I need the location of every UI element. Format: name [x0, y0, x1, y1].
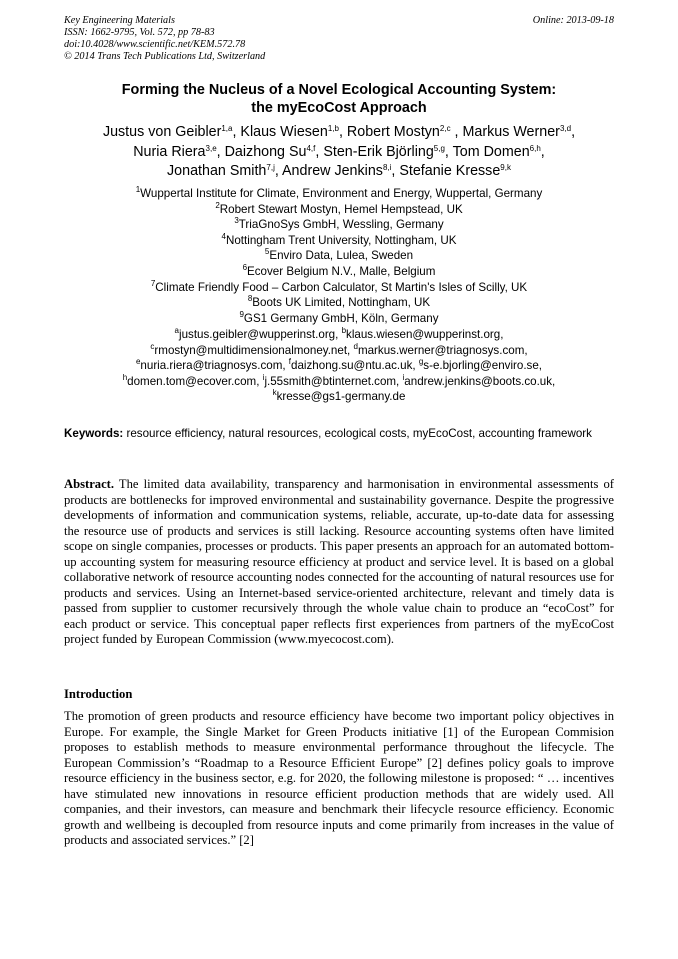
introduction-heading: Introduction: [64, 687, 133, 701]
affiliation-list: [30, 186, 648, 326]
affiliation-text: Boots UK Limited, Nottingham, UK: [252, 296, 431, 310]
author-name: Andrew Jenkins: [282, 163, 383, 179]
keywords-text: resource efficiency, natural resources, ecological costs, myEcoCost, accounting framework: [123, 427, 592, 440]
email-list: [30, 327, 648, 405]
affiliation-item: [30, 186, 648, 202]
author-separator: ,: [274, 163, 282, 179]
email-sup: e: [135, 357, 141, 367]
author-separator: ,: [338, 124, 347, 140]
email-address: kresse@gs1-germany.de: [276, 390, 406, 404]
email-line: [30, 358, 648, 374]
email-line: [30, 389, 648, 405]
email-address: markus.werner@triagnosys.com,: [357, 343, 528, 357]
introduction-text: The promotion of green products and resource efficiency have become two important policy objectives in Europe. For example, the Single Market for Green Products initiative [1] of the European Commision proposes to establish methods to measure environmental performance throughout the lifecycle. The European Commission’s “Roadmap to a Resource Efficient Europe” [2] defines policy goals to improve resource efficiency in the business sector, e.g. for 2020, the following milestone is proposed: “ … incentives have stimulated new innovations in resource efficient production methods that are widely used. All companies, and their investors, can measure and benchmark their lifecycle resource efficiency. Economic growth and wellbeing is decoupled from resource inputs and come primarily from increases in the value of products and associated services.” [2]: [64, 709, 614, 847]
author-name: Daizhong Su: [224, 143, 307, 160]
author-affil-sup: 8,i: [382, 163, 392, 172]
author-separator: ,: [232, 124, 241, 140]
author-affil-sup: 5,g: [433, 143, 445, 153]
affiliation-text: Ecover Belgium N.V., Malle, Belgium: [247, 264, 436, 278]
author-affil-sup: 4,f: [306, 143, 316, 153]
affiliation-number: 7: [150, 278, 156, 288]
author-separator: ,: [571, 124, 576, 140]
author-name: Tom Domen: [452, 143, 530, 160]
author-separator: ,: [540, 143, 545, 160]
affiliation-number: 4: [221, 231, 226, 241]
abstract-text: The limited data availability, transparency and harmonisation in environmental assessments of products are bottlenecks for improved environmental and sustainability governance. Despite the progressive developments of information and communication systems, reliable, accurate, up-to-date data for assessing the resource use of products and services is still lacking. Resource accounting systems often have limited scope on single companies, processes or products. This paper presents an approach for an automated bottom-up accounting system for measuring resource efficiency at product and service level. It is based on a global collaborative network of resource accounting nodes connected for the accounting of natural resources use for products and services. Using an Internet-based service-oriented architecture, relevant and timely data is passed from supplier to customer recursively through the whole value chain to produce an “ecoCost” for each product or service. This conceptual paper reflects first experiences from partners of the myEcoCost project funded by European Commission (www.myecocost.com).: [64, 477, 614, 646]
author-separator: ,: [444, 143, 453, 160]
author-affil-sup: 1,b: [327, 124, 339, 133]
affiliation-item: [30, 248, 648, 264]
affiliation-number: 3: [234, 216, 239, 226]
email-sup: g: [418, 357, 424, 367]
abstract-label: Abstract.: [64, 477, 115, 491]
copyright-line: © 2014 Trans Tech Publications Ltd, Switzerland: [64, 51, 266, 62]
email-sup: d: [353, 341, 358, 351]
email-address: s-e.bjorling@enviro.se,: [423, 359, 543, 373]
author-name: Stefanie Kresse: [399, 163, 501, 179]
author-affil-sup: 3,e: [205, 143, 217, 153]
affiliation-item: [30, 295, 648, 311]
email-address: andrew.jenkins@boots.co.uk,: [404, 374, 556, 388]
affiliation-text: Nottingham Trent University, Nottingham, UK: [225, 233, 457, 247]
email-line: [30, 343, 648, 359]
author-line: [30, 123, 648, 143]
author-name: Sten-Erik Björling: [323, 143, 434, 160]
email-sup: k: [272, 388, 277, 398]
author-name: Jonathan Smith: [167, 163, 267, 179]
affiliation-text: TriaGnoSys GmbH, Wessling, Germany: [238, 218, 444, 232]
affiliation-number: 6: [242, 262, 248, 272]
email-sup: c: [150, 341, 155, 351]
affiliation-number: 5: [264, 247, 270, 257]
email-address: domen.tom@ecover.com,: [127, 374, 263, 388]
author-list: [30, 123, 648, 182]
author-affil-sup: 1,a: [221, 124, 233, 133]
email-address: nuria.riera@triagnosys.com,: [140, 359, 289, 373]
journal-name: Key Engineering Materials: [64, 15, 175, 26]
affiliation-number: 1: [135, 185, 141, 194]
affiliation-item: [30, 264, 648, 280]
author-name: Robert Mostyn: [346, 124, 440, 140]
online-date: Online: 2013-09-18: [532, 15, 614, 26]
author-affil-sup: 7,j: [266, 163, 275, 172]
email-address: j.55smith@btinternet.com,: [264, 374, 403, 388]
affiliation-item: [30, 202, 648, 218]
email-sup: f: [288, 357, 292, 367]
author-name: Nuria Riera: [133, 143, 206, 160]
author-affil-sup: 3,d: [559, 124, 572, 133]
author-separator: ,: [315, 143, 324, 160]
affiliation-item: [30, 311, 648, 327]
author-separator: ,: [450, 124, 463, 140]
author-line: [30, 162, 648, 182]
email-line: [30, 327, 648, 343]
email-address: daizhong.su@ntu.ac.uk,: [291, 359, 419, 373]
doi-line: doi:10.4028/www.scientific.net/KEM.572.78: [64, 39, 246, 50]
affiliation-text: Enviro Data, Lulea, Sweden: [269, 249, 414, 263]
author-affil-sup: 6,h: [529, 143, 541, 153]
affiliation-number: 8: [247, 294, 253, 304]
email-address: klaus.wiesen@wupperinst.org,: [346, 328, 504, 341]
issn-line: ISSN: 1662-9795, Vol. 572, pp 78-83: [64, 27, 215, 38]
affiliation-text: Climate Friendly Food – Carbon Calculator, St Martin's Isles of Scilly, UK: [155, 280, 528, 294]
abstract: [64, 477, 614, 648]
affiliation-number: 2: [215, 200, 220, 210]
email-sup: h: [122, 372, 128, 382]
author-separator: ,: [391, 163, 400, 179]
email-sup: i: [262, 372, 265, 382]
email-line: [30, 374, 648, 390]
author-line: [30, 143, 648, 163]
author-name: Markus Werner: [462, 124, 560, 140]
affiliation-text: GS1 Germany GmbH, Köln, Germany: [243, 311, 439, 325]
keywords: [64, 426, 614, 442]
affiliation-item: [30, 217, 648, 233]
journal-header: [64, 15, 265, 63]
email-sup: i: [402, 372, 405, 382]
author-name: Justus von Geibler: [102, 124, 222, 140]
paper-title-line-2: the myEcoCost Approach: [251, 100, 427, 116]
author-name: Klaus Wiesen: [240, 124, 328, 140]
author-separator: ,: [216, 143, 225, 160]
affiliation-text: Wuppertal Institute for Climate, Environment and Energy, Wuppertal, Germany: [140, 187, 543, 200]
email-sup: b: [341, 326, 347, 335]
affiliation-number: 9: [239, 309, 244, 319]
author-affil-sup: 9,k: [500, 163, 511, 172]
email-address: rmostyn@multidimensionalmoney.net,: [154, 343, 354, 357]
paper-title-line-1: Forming the Nucleus of a Novel Ecological Accounting System:: [121, 82, 557, 98]
affiliation-item: [30, 280, 648, 296]
affiliation-text: Robert Stewart Mostyn, Hemel Hempstead, UK: [219, 202, 463, 216]
email-sup: a: [174, 326, 179, 335]
author-affil-sup: 2,c: [439, 124, 451, 133]
keywords-label: Keywords:: [64, 427, 124, 440]
affiliation-item: [30, 233, 648, 249]
email-address: justus.geibler@wupperinst.org,: [179, 328, 342, 341]
